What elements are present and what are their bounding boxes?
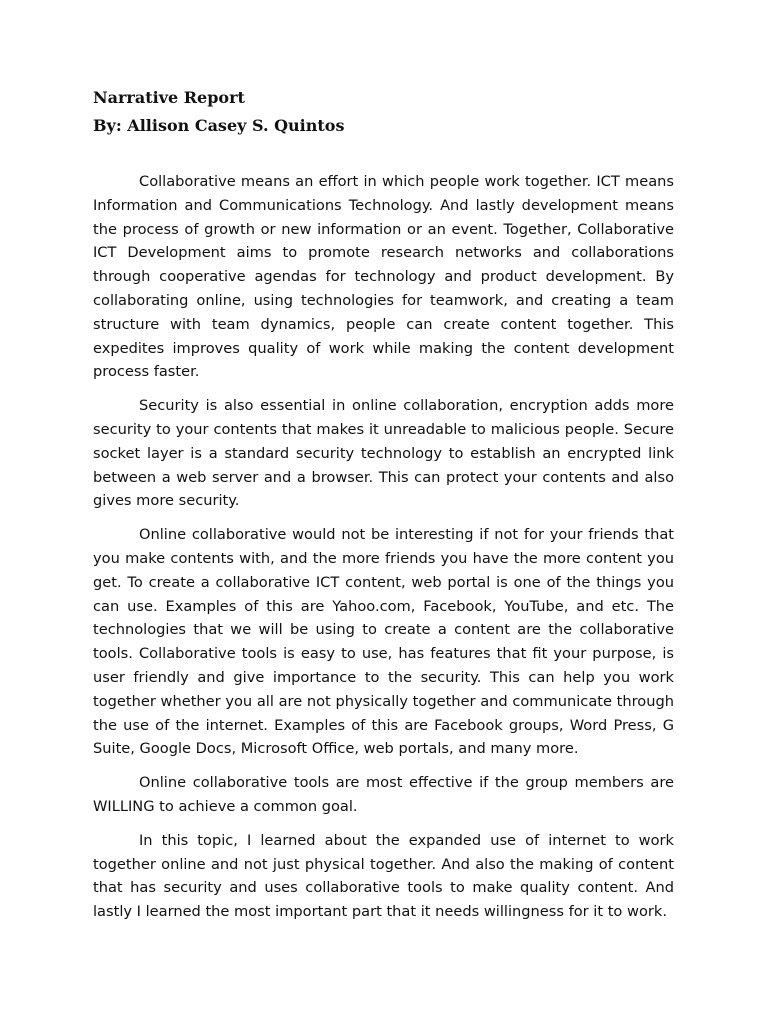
document-title: Narrative Report — [93, 88, 245, 107]
paragraph-definition: Collaborative means an effort in which people work together. ICT means Information and Communications Technology. And lastly development means the process of growth or new information or an event. Together, Collaborative ICT Development aims to promote research networks and collaborations through cooperative agendas for technology and product development. By collaborating online, using technologies for teamwork, and creating a team structure with team dynamics, people can create content together. This expedites improves quality of work while making the content development process faster. — [93, 173, 674, 381]
paragraph-security: Security is also essential in online collaboration, encryption adds more security to your contents that makes it unreadable to malicious people. Secure socket layer is a standard security technology to establish an encrypted link between a web server and a browser. This can protect your contents and also gives more security. — [93, 397, 674, 510]
document-body — [93, 170, 674, 924]
paragraph-collaborative-tools: Online collaborative would not be interesting if not for your friends that you make contents with, and the more friends you have the more content you get. To create a collaborative ICT content, web portal is one of the things you can use. Examples of this are Yahoo.com, Facebook, YouTube, and etc. The technologies that we will be using to create a content are the collaborative tools. Collaborative tools is easy to use, has features that fit your purpose, is user friendly and give importance to the security. This can help you work together whether you all are not physically together and communicate through the use of the internet. Examples of this are Facebook groups, Word Press, G Suite, Google Docs, Microsoft Office, web portals, and many more. — [93, 526, 674, 758]
document-author: By: Allison Casey S. Quintos — [93, 116, 345, 135]
paragraph-willingness: Online collaborative tools are most effective if the group members are WILLING to achieve a common goal. — [93, 774, 674, 815]
paragraph-learnings: In this topic, I learned about the expanded use of internet to work together online and not just physical together. And also the making of content that has security and uses collaborative tools to make quality content. And lastly I learned the most important part that it needs willingness for it to work. — [93, 831, 674, 921]
document-header — [93, 84, 674, 140]
